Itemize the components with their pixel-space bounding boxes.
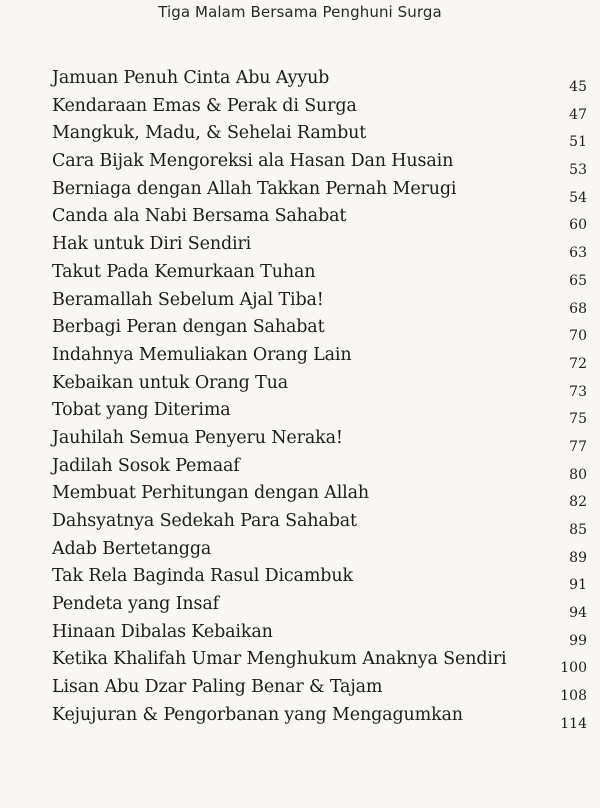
toc-entry-page: 77 <box>569 438 587 455</box>
toc-entry <box>52 290 592 318</box>
toc-entry-page: 85 <box>569 522 587 538</box>
toc-entry-title: Beramallah Sebelum Ajal Tiba! <box>52 289 324 310</box>
toc-entry-title: Indahnya Memuliakan Orang Lain <box>52 344 352 365</box>
toc-entry-title: Jadilah Sosok Pemaaf <box>52 455 240 476</box>
toc-entry-title: Kebaikan untuk Orang Tua <box>52 372 289 393</box>
running-header: Tiga Malam Bersama Penghuni Surga <box>158 3 442 21</box>
toc-entry-page: 100 <box>560 660 587 677</box>
toc-entry-title: Berbagi Peran dengan Sahabat <box>52 317 325 338</box>
toc-entry <box>52 206 592 234</box>
toc-entry-page: 99 <box>569 632 587 649</box>
toc-entry-title: Jauhilah Semua Penyeru Neraka! <box>52 427 343 448</box>
toc-entry <box>52 649 592 677</box>
toc-entry <box>52 234 592 262</box>
toc-entry <box>52 677 592 705</box>
toc-entry-title: Kejujuran & Pengorbanan yang Mengagumkan <box>52 704 463 725</box>
toc-entry-title: Hak untuk Diri Sendiri <box>52 234 252 255</box>
toc-entry-title: Dahsyatnya Sedekah Para Sahabat <box>52 511 357 531</box>
toc-entry <box>52 483 592 511</box>
toc-entry-title: Tobat yang Diterima <box>52 400 231 421</box>
toc-entry-page: 89 <box>569 549 587 566</box>
toc-entry <box>52 456 592 484</box>
toc-entry-page: 47 <box>569 106 587 123</box>
toc-entry-title: Pendeta yang Insaf <box>52 594 219 615</box>
toc-entry <box>52 262 592 290</box>
toc-entry-title: Hinaan Dibalas Kebaikan <box>52 621 273 642</box>
toc-entry <box>52 345 592 373</box>
toc-entry-title: Canda ala Nabi Bersama Sahabat <box>52 206 347 227</box>
toc-entry-title: Tak Rela Baginda Rasul Dicambuk <box>52 566 353 587</box>
toc-entry-page: 51 <box>569 134 587 151</box>
toc-entry-page: 60 <box>569 217 587 234</box>
toc-entry <box>52 428 592 456</box>
toc-entry-page: 114 <box>560 715 587 732</box>
toc-entry <box>52 622 592 650</box>
toc-entry-page: 65 <box>569 272 587 289</box>
toc-entry <box>52 594 592 622</box>
toc-entry-page: 70 <box>569 328 587 345</box>
toc-entry-page: 94 <box>569 605 587 622</box>
toc-entry <box>52 317 592 345</box>
toc-entry-page: 72 <box>569 355 587 372</box>
toc-entry-page: 53 <box>569 162 587 179</box>
toc-entry-page: 45 <box>569 79 587 95</box>
toc-entry-title: Lisan Abu Dzar Paling Benar & Tajam <box>52 677 383 698</box>
toc-entry <box>52 151 592 179</box>
toc-entry <box>52 705 592 733</box>
toc-entry <box>52 68 592 96</box>
toc-entry-title: Jamuan Penuh Cinta Abu Ayyub <box>52 68 330 88</box>
toc-entry-title: Membuat Perhitungan dengan Allah <box>52 483 370 504</box>
toc-entry-page: 108 <box>560 688 587 705</box>
toc-entry <box>52 123 592 151</box>
toc-entry-page: 75 <box>569 411 587 428</box>
toc-entry-title: Ketika Khalifah Umar Menghukum Anaknya Sendiri <box>52 649 507 670</box>
toc-entry <box>52 400 592 428</box>
toc-entry-page: 80 <box>569 466 587 483</box>
toc-entry-page: 73 <box>569 383 587 400</box>
toc-entry-page: 54 <box>569 189 587 206</box>
table-of-contents <box>52 68 592 733</box>
toc-entry <box>52 539 592 567</box>
toc-entry-page: 68 <box>569 300 587 317</box>
toc-entry-title: Berniaga dengan Allah Takkan Pernah Merugi <box>52 178 457 199</box>
toc-entry <box>52 511 592 539</box>
toc-entry <box>52 566 592 594</box>
toc-entry-title: Adab Bertetangga <box>52 538 212 559</box>
toc-entry <box>52 179 592 207</box>
toc-entry-title: Mangkuk, Madu, & Sehelai Rambut <box>52 123 367 144</box>
toc-entry <box>52 96 592 124</box>
toc-entry <box>52 373 592 401</box>
toc-entry-page: 82 <box>569 494 587 511</box>
toc-entry-title: Cara Bijak Mengoreksi ala Hasan Dan Husain <box>52 151 454 172</box>
toc-entry-page: 91 <box>569 577 587 594</box>
toc-entry-title: Kendaraan Emas & Perak di Surga <box>52 95 357 116</box>
toc-entry-page: 63 <box>569 245 587 262</box>
toc-entry-title: Takut Pada Kemurkaan Tuhan <box>52 261 316 282</box>
